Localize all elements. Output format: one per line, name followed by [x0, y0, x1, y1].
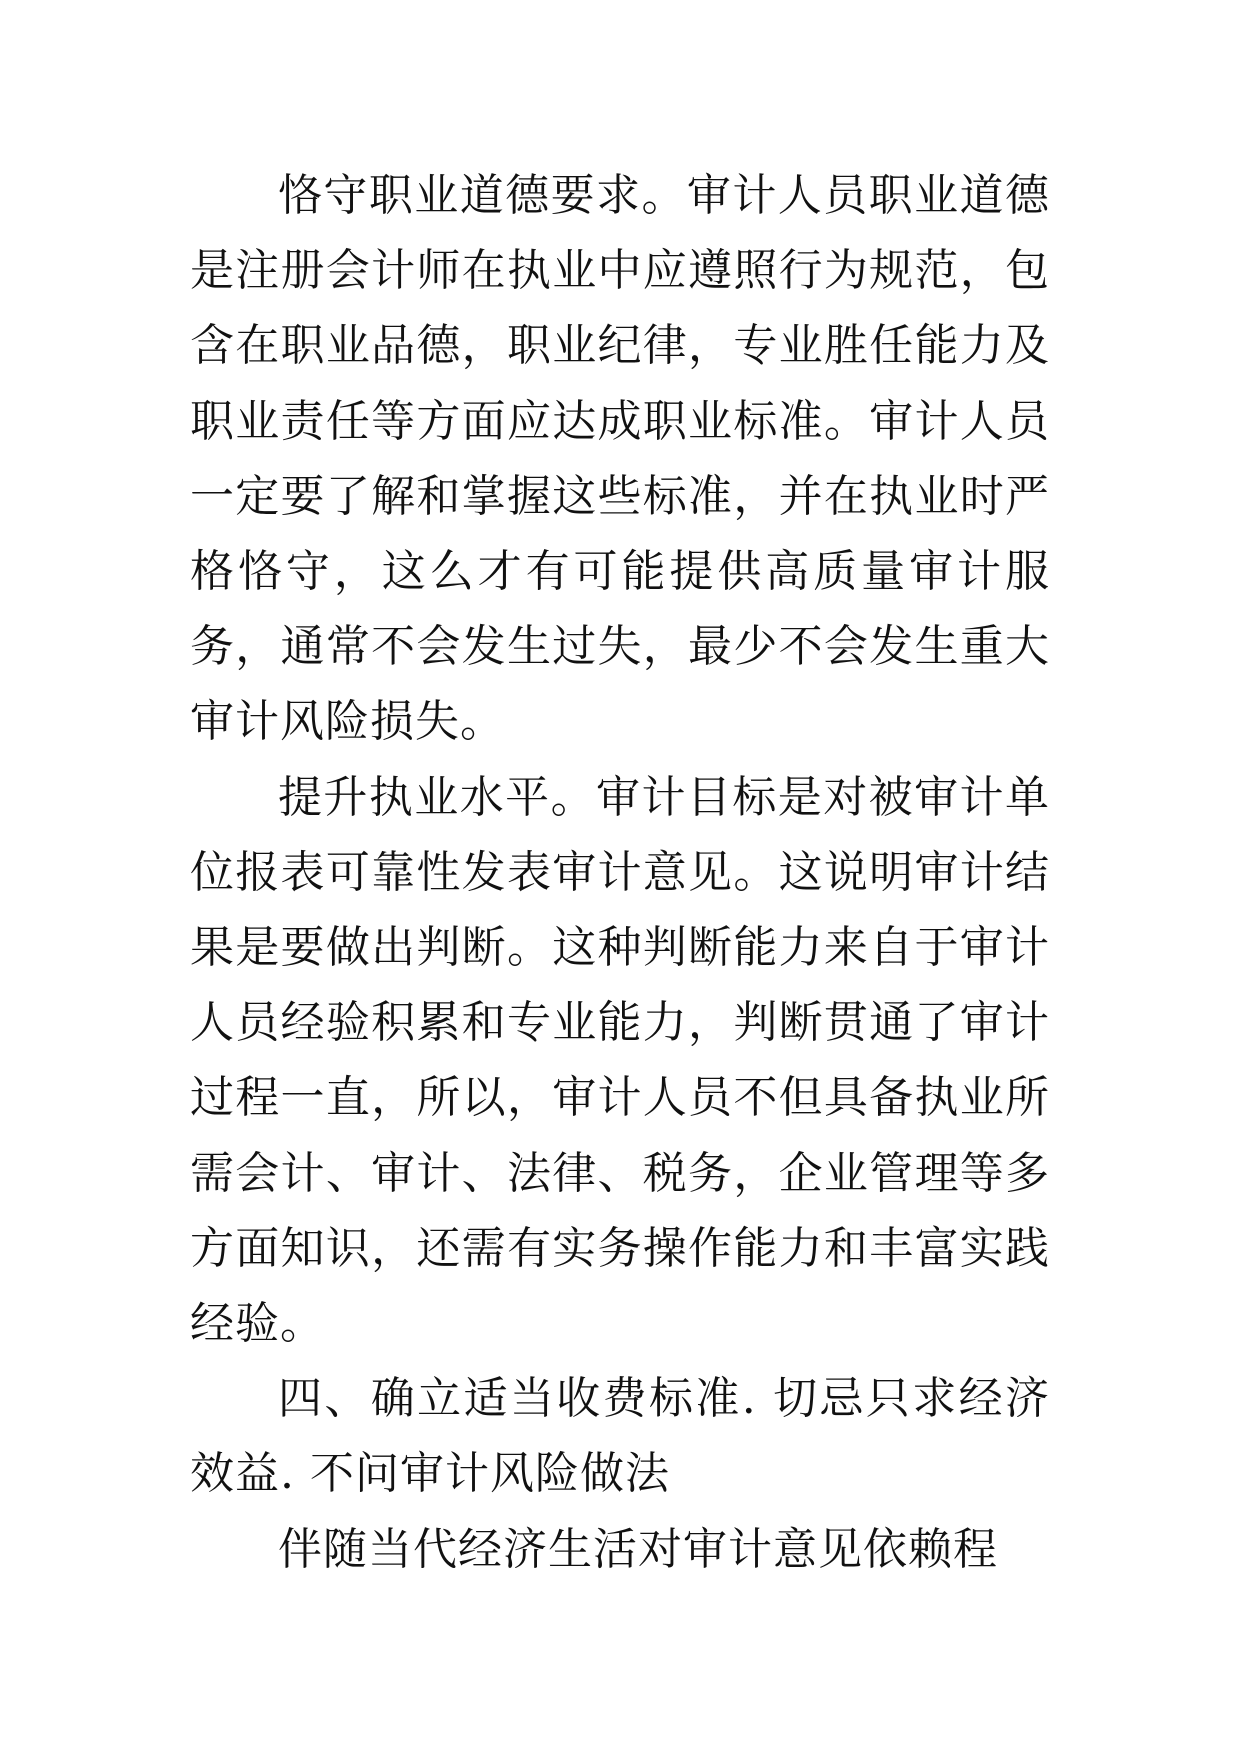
section-heading-fee-standard: 四、确立适当收费标准. 切忌只求经济效益. 不问审计风险做法	[190, 1373, 1050, 1500]
paragraph-practice-level: 提升执业水平。审计目标是对被审计单位报表可靠性发表审计意见。这说明审计结果是要做出判断。这种判断能力来自于审计人员经验积累和专业能力，判断贯通了审计过程一直，所以，审计人员不但具备执业所需会计、审计、法律、税务，企业管理等多方面知识，还需有实务操作能力和丰富实践经验。	[190, 771, 1050, 1350]
paragraph-audit-reliance: 伴随当代经济生活对审计意见依赖程	[278, 1523, 998, 1575]
paragraph-professional-ethics: 恪守职业道德要求。审计人员职业道德是注册会计师在执业中应遵照行为规范，包含在职业品德，职业纪律，专业胜任能力及职业责任等方面应达成职业标准。审计人员一定要了解和掌握这些标准，并在执业时严格恪守，这么才有可能提供高质量审计服务，通常不会发生过失，最少不会发生重大审计风险损失。	[190, 170, 1050, 748]
document-body	[190, 158, 1050, 1587]
